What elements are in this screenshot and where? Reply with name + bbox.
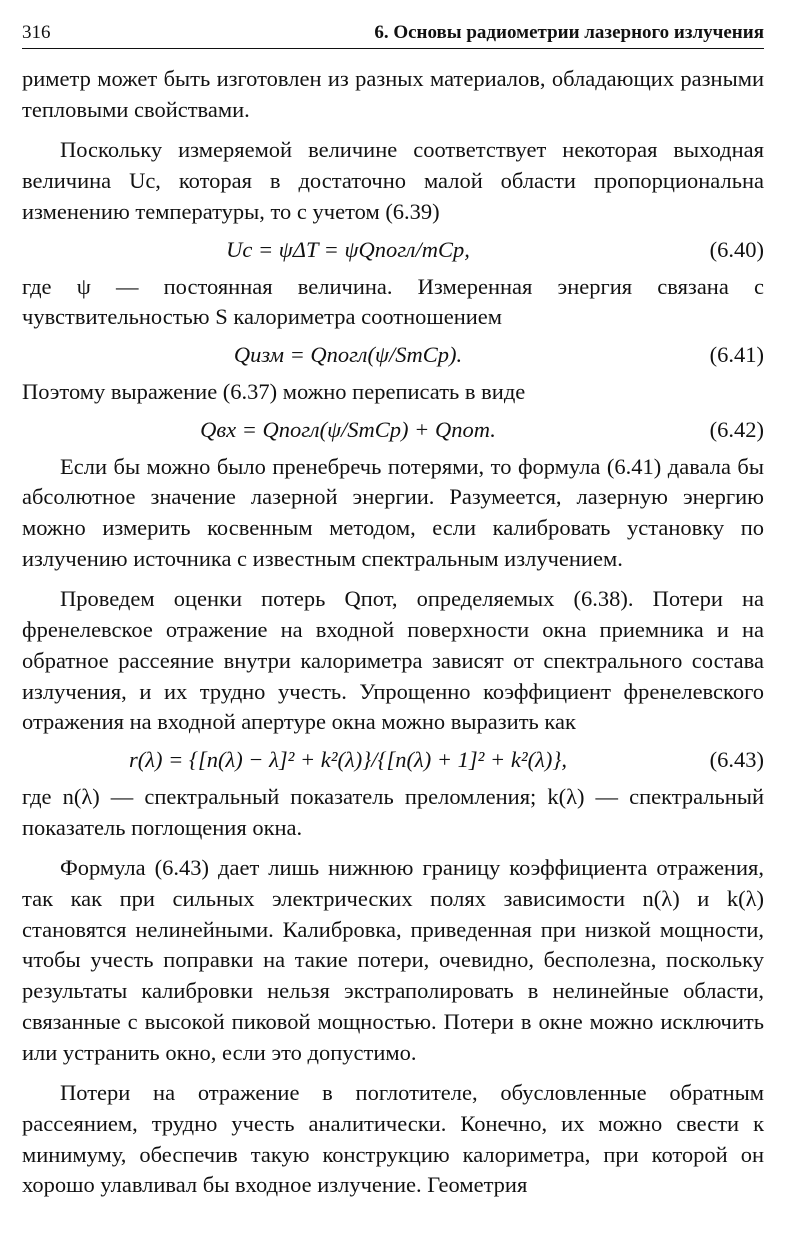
page-body	[22, 64, 764, 1201]
paragraph-5: Если бы можно было пренебречь потерями, то формула (6.41) давала бы абсолютное значение лазерной энергии. Разумеется, лазерную энергию можно измерить косвенным методом, если калибровать установку по излучению источника с известным спектральным излучением.	[22, 453, 764, 571]
equation-6-43	[22, 738, 764, 782]
equation-6-40-number: (6.40)	[709, 236, 764, 262]
paragraph-9: Потери на отражение в поглотителе, обусловленные обратным рассеянием, трудно учесть аналитически. Конечно, их можно свести к минимуму, обеспечив такую конструкцию калориметра, при которой он хорошо улавливал бы входное излучение. Геометрия	[22, 1080, 764, 1198]
equation-6-40	[22, 228, 764, 272]
equation-6-43-number: (6.43)	[709, 746, 764, 772]
paragraph-3: где ψ — постоянная величина. Измеренная энергия связана с чувствительностью S калориметра соотношением	[22, 273, 764, 330]
page-header	[22, 18, 764, 49]
paragraph-8: Формула (6.43) дает лишь нижнюю границу коэффициента отражения, так как при сильных электрических полях зависимости n(λ) и k(λ) становятся нелинейными. Калибровка, приведенная при низкой мощности, чтобы учесть поправки на такие потери, очевидно, бесполезна, поскольку результаты калибровки нельзя экстраполировать в нелинейные области, связанные с высокой пиковой мощностью. Потери в окне можно исключить или устранить окно, если это допустимо.	[22, 855, 764, 1065]
equation-6-42-number: (6.42)	[709, 416, 764, 442]
equation-6-42	[22, 408, 764, 452]
equation-6-42-formula: Qвх = Qпогл(ψ/SmCp) + Qпот.	[200, 416, 496, 442]
paragraph-2: Поскольку измеряемой величине соответствует некоторая выходная величина Uc, которая в достаточно малой области пропорциональна изменению температуры, то с учетом (6.39)	[22, 137, 764, 224]
equation-6-40-formula: Uc = ψΔT = ψQпогл/mCp,	[226, 236, 470, 262]
paragraph-7: где n(λ) — спектральный показатель преломления; k(λ) — спектральный показатель поглощения окна.	[22, 783, 764, 840]
equation-6-43-formula: r(λ) = {[n(λ) − λ]² + k²(λ)}/{[n(λ) + 1]² + k²(λ)},	[129, 746, 567, 772]
equation-6-41	[22, 333, 764, 377]
running-title: 6. Основы радиометрии лазерного излучения	[374, 22, 764, 43]
paragraph-1: риметр может быть изготовлен из разных материалов, обладающих разными тепловыми свойствами.	[22, 66, 764, 122]
equation-6-41-number: (6.41)	[709, 341, 764, 367]
paragraph-4: Поэтому выражение (6.37) можно переписать в виде	[22, 378, 526, 404]
equation-6-41-formula: Qизм = Qпогл(ψ/SmCp).	[233, 341, 463, 367]
paragraph-6: Проведем оценки потерь Qпот, определяемых (6.38). Потери на френелевское отражение на входной поверхности окна приемника и на обратное рассеяние внутри калориметра зависят от спектрального состава излучения, и их трудно учесть. Упрощенно коэффициент френелевского отражения на входной апертуре окна можно выразить как	[22, 586, 764, 735]
page-number: 316	[22, 22, 51, 43]
